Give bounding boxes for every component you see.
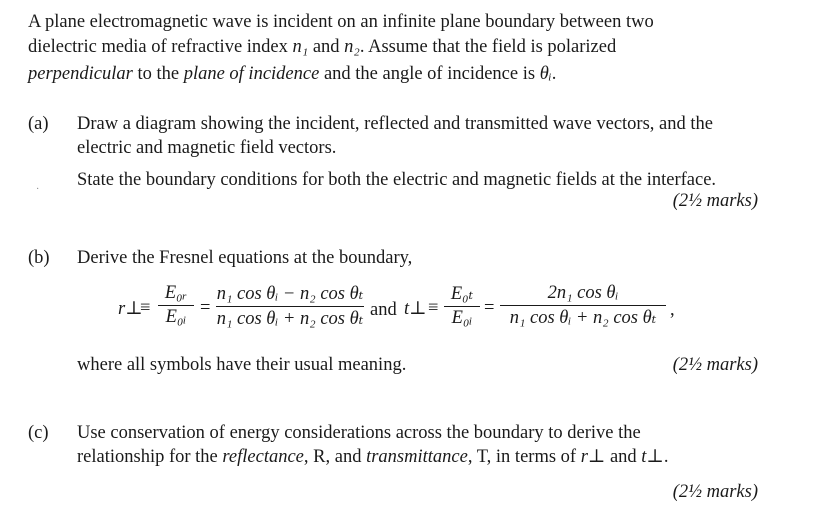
t-numerator: 2n₁ cos θᵢ	[547, 283, 619, 303]
equals-sign: =	[484, 298, 495, 318]
transmittance-term: transmittance	[366, 447, 468, 467]
part-c-marks: (2½ marks)	[672, 482, 758, 502]
t-perp-symbol: t⊥	[404, 299, 427, 319]
intro-line-1: A plane electromagnetic wave is incident on an infinite plane boundary between two	[28, 12, 654, 32]
r-numerator: n₁ cos θᵢ − n₂ cos θₜ	[216, 284, 364, 304]
stray-dot: ·	[36, 184, 40, 195]
and-text: and	[308, 37, 345, 57]
intro-text: and the angle of incidence is	[319, 64, 540, 84]
e0i-symbol: E₀ᵢ	[165, 307, 187, 327]
part-a-line-2: electric and magnetic field vectors.	[77, 138, 337, 158]
part-b-line-1: Derive the Fresnel equations at the boundary,	[77, 248, 413, 268]
t-denominator: n₁ cos θᵢ + n₂ cos θₜ	[509, 308, 657, 328]
fraction-e0t-e0i	[444, 283, 480, 329]
part-a-marks: (2½ marks)	[672, 191, 758, 211]
intro-text: . Assume that the field is polarized	[359, 37, 617, 57]
text: .	[663, 447, 669, 467]
e0i-symbol: E₀ᵢ	[451, 308, 473, 328]
part-a-line-3: State the boundary conditions for both the electric and magnetic fields at the interface.	[77, 170, 717, 190]
part-b-line-2: where all symbols have their usual meaning.	[77, 355, 407, 375]
equiv-sign: ≡	[140, 298, 151, 318]
theta-i-symbol: θᵢ	[539, 64, 552, 84]
part-b-label: (b)	[28, 248, 50, 268]
n1-symbol: n₁	[292, 37, 309, 57]
fraction-e0r-e0i	[158, 283, 194, 328]
part-c-line-2	[77, 446, 668, 468]
fraction-bar	[500, 305, 666, 306]
text: and	[605, 447, 642, 467]
r-perp-symbol: r⊥	[580, 447, 606, 467]
t-perp-symbol: t⊥	[641, 447, 664, 467]
equals-sign: =	[200, 298, 211, 318]
fraction-t-perp	[500, 283, 666, 329]
fraction-r-perp	[216, 283, 364, 330]
e0t-symbol: E₀ₜ	[450, 284, 474, 304]
fraction-bar	[158, 305, 194, 306]
e0r-symbol: E₀ᵣ	[164, 283, 188, 303]
fresnel-equations	[0, 280, 820, 340]
trailing-comma: ,	[670, 300, 675, 320]
reflectance-term: reflectance	[222, 447, 304, 467]
and-text: and	[370, 300, 397, 320]
part-c-line-1: Use conservation of energy considerations across the boundary to derive the	[77, 423, 641, 443]
r-denominator: n₁ cos θᵢ + n₂ cos θₜ	[216, 309, 364, 329]
part-a-line-1: Draw a diagram showing the incident, reflected and transmitted wave vectors, and the	[77, 114, 713, 134]
n2-symbol: n₂	[344, 37, 360, 57]
fraction-bar	[444, 306, 480, 307]
text: , R, and	[303, 447, 367, 467]
perpendicular-term: perpendicular	[28, 64, 133, 84]
intro-text: .	[551, 64, 557, 84]
intro-text: dielectric media of refractive index	[28, 37, 293, 57]
intro-line-3	[28, 64, 556, 85]
plane-of-incidence-term: plane of incidence	[183, 64, 320, 84]
text: relationship for the	[77, 447, 223, 467]
text: , T, in terms of	[467, 447, 581, 467]
part-b-marks: (2½ marks)	[672, 355, 758, 375]
part-a-label: (a)	[28, 114, 49, 134]
intro-line-2	[28, 37, 616, 58]
fraction-bar	[216, 306, 364, 307]
part-c-label: (c)	[28, 423, 49, 443]
r-perp-symbol: r⊥	[118, 299, 143, 319]
equiv-sign: ≡	[428, 298, 439, 318]
intro-text: to the	[132, 64, 184, 84]
